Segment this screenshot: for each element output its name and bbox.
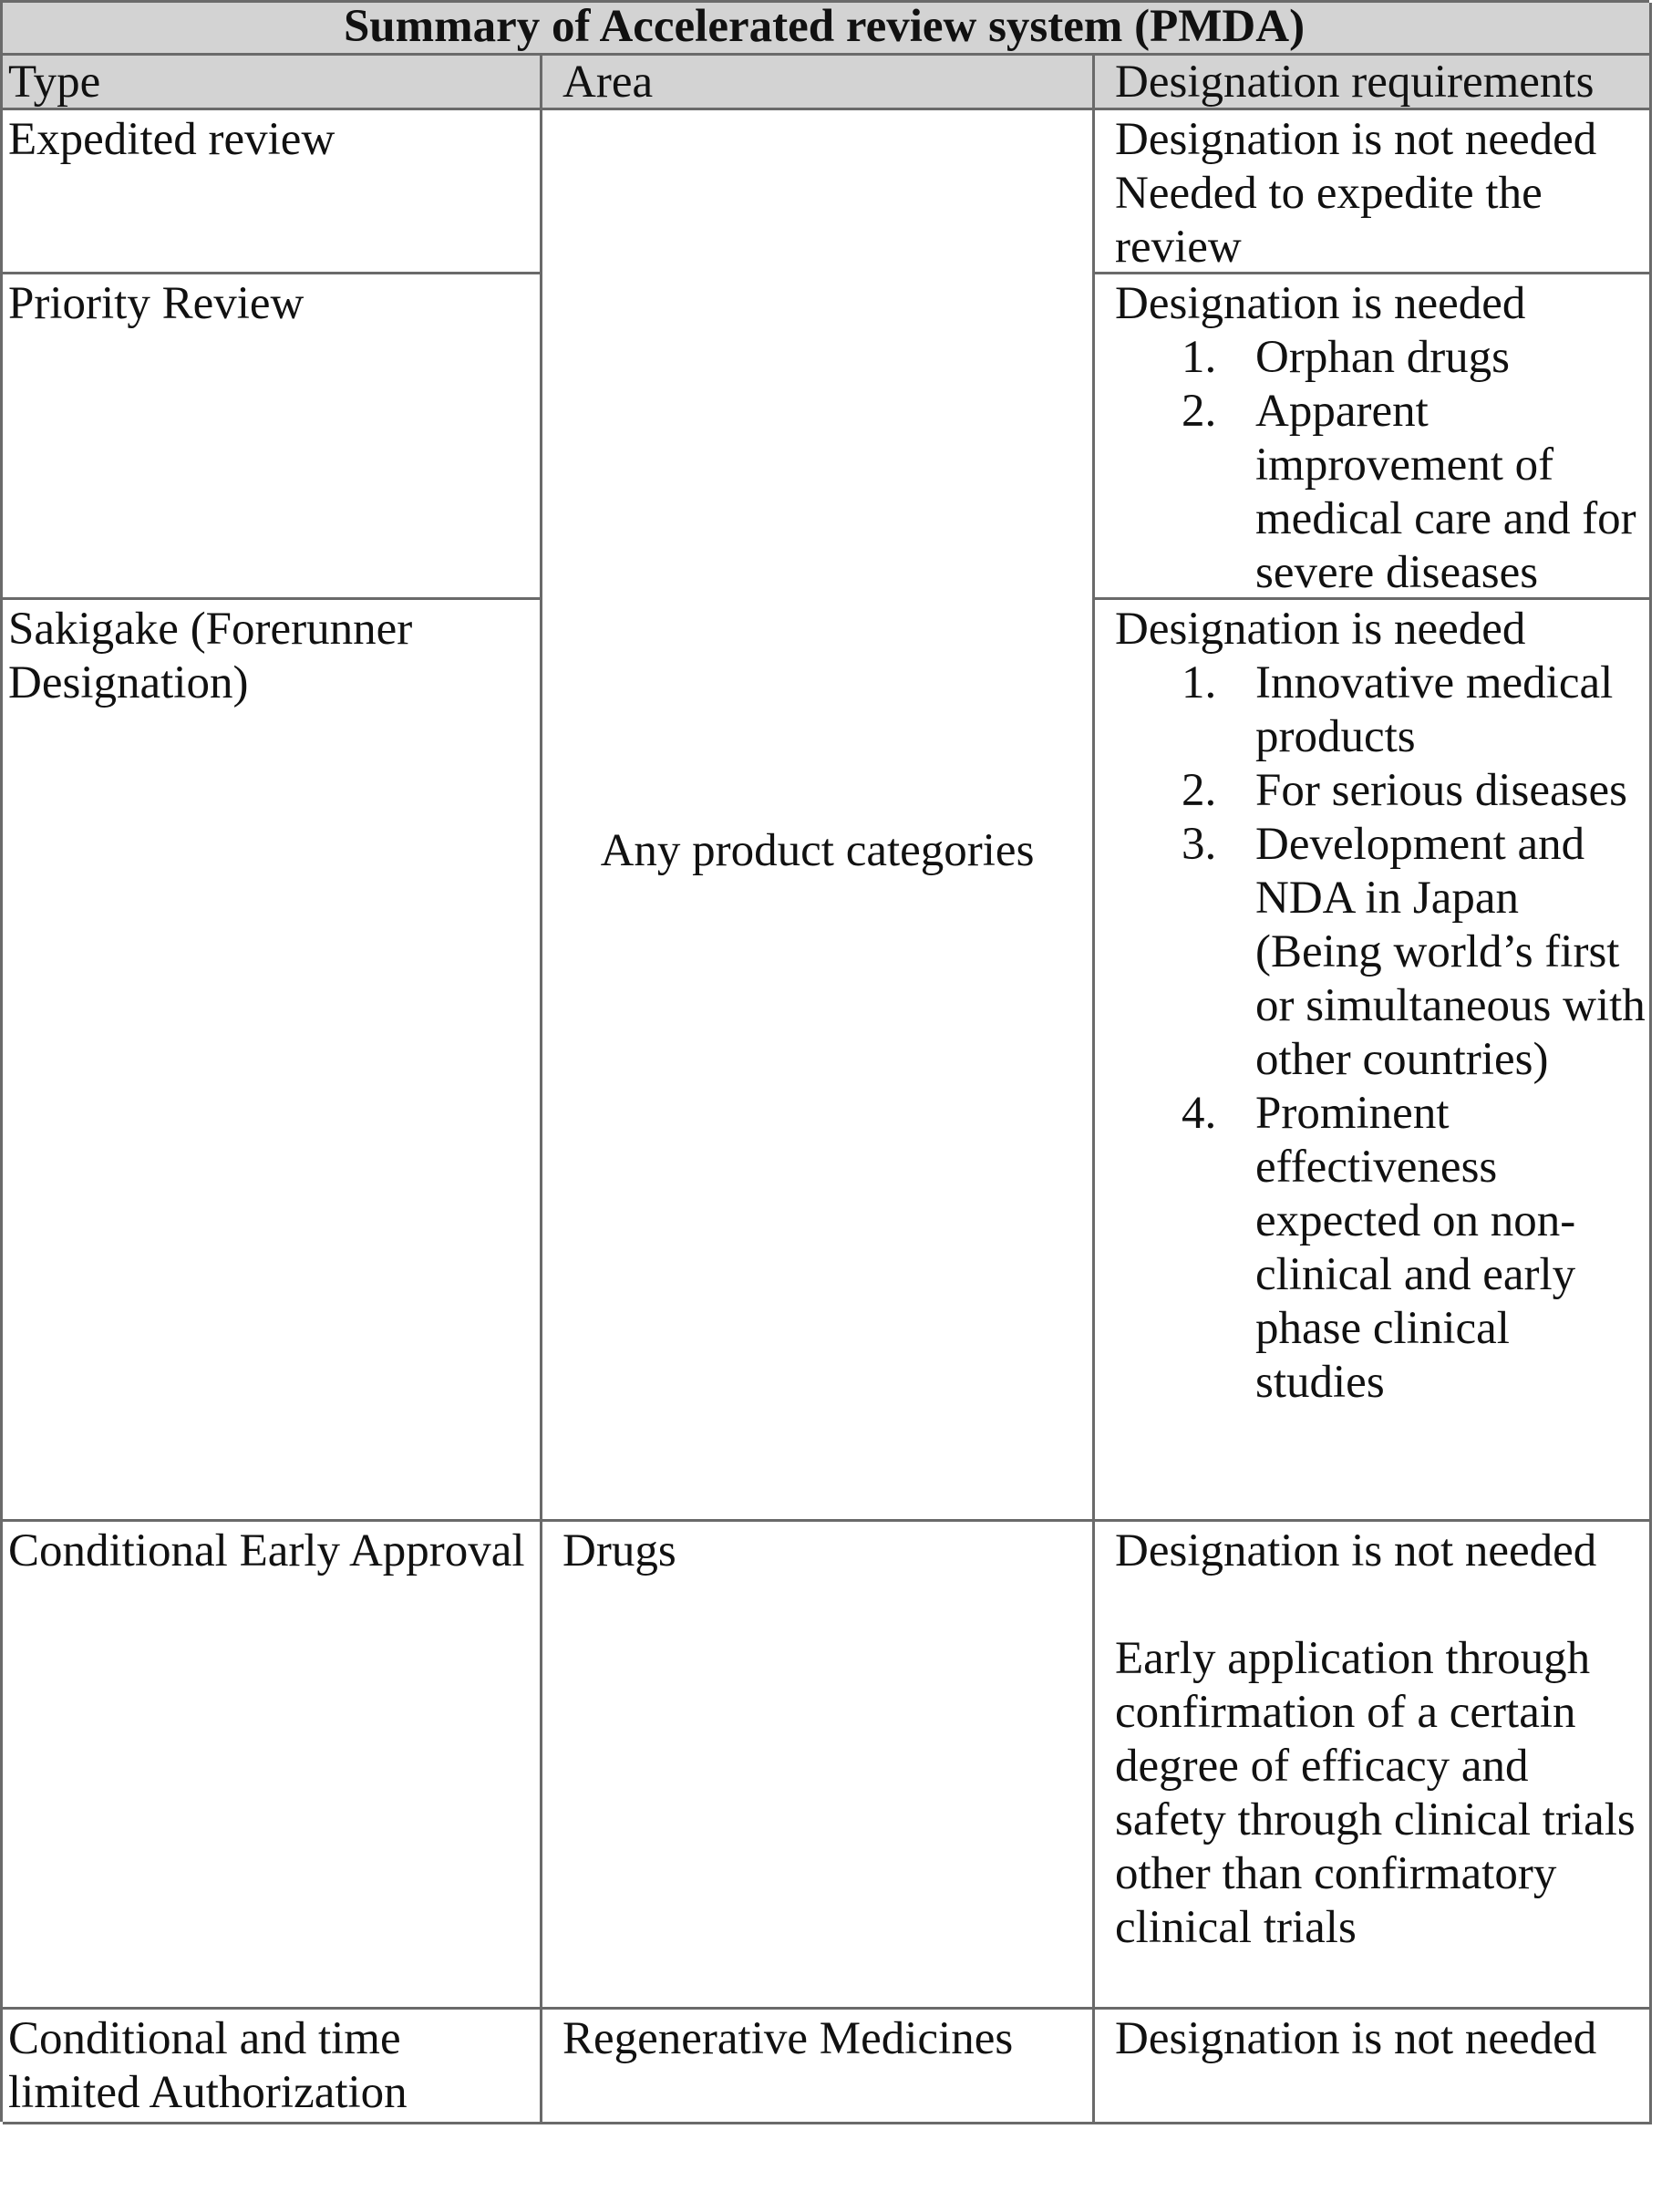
requirement-list — [1115, 656, 1646, 1410]
requirement-note: Early application through confirmation of a certain degree of efficacy and safety through clinical trials other than confirmatory clinical trials — [1115, 1633, 1636, 1953]
paragraph-spacer — [1115, 1578, 1646, 1632]
list-item-text: Development and NDA in Japan (Being world’s first or simultaneous with other countries) — [1255, 819, 1646, 1085]
type-cell-expedited-review: Expedited review — [3, 110, 542, 274]
list-item — [1115, 818, 1646, 1087]
column-header-type: Type — [3, 56, 542, 110]
list-item-number: 1. — [1182, 332, 1217, 383]
list-item-text: Apparent improvement of medical care and for severe diseases — [1255, 386, 1636, 598]
requirements-cell-conditional-early-approval — [1095, 1522, 1652, 2010]
requirements-cell-priority-review — [1095, 274, 1652, 600]
list-item — [1115, 385, 1646, 600]
list-item-text: For serious diseases — [1255, 765, 1627, 816]
list-item-number: 1. — [1182, 657, 1217, 708]
table-title: Summary of Accelerated review system (PMDA) — [3, 3, 1652, 56]
list-item-number: 4. — [1182, 1088, 1217, 1139]
list-item — [1115, 764, 1646, 818]
requirements-cell-sakigake — [1095, 600, 1652, 1522]
list-item-text: Prominent effectiveness expected on non-clinical and early phase clinical studies — [1255, 1088, 1576, 1408]
requirements-cell-expedited-review — [1095, 110, 1652, 274]
area-label-any-product-categories: Any product categories — [600, 825, 1035, 876]
requirement-lead: Designation is not needed — [1115, 114, 1597, 165]
requirement-note: Needed to expedite the review — [1115, 168, 1543, 273]
list-item-text: Orphan drugs — [1255, 332, 1511, 383]
list-item — [1115, 331, 1646, 385]
type-cell-priority-review: Priority Review — [3, 274, 542, 600]
area-cell-drugs: Drugs — [542, 1522, 1095, 2010]
list-item — [1115, 1087, 1646, 1410]
list-item-text: Innovative medical products — [1255, 657, 1614, 762]
requirement-lead: Designation is needed — [1115, 278, 1526, 329]
requirement-lead: Designation is not needed — [1115, 1525, 1597, 1576]
area-cell-regenerative-medicines: Regenerative Medicines — [542, 2010, 1095, 2124]
type-cell-conditional-early-approval: Conditional Early Approval — [3, 1522, 542, 2010]
column-header-requirements: Designation requirements — [1095, 56, 1652, 110]
column-header-area: Area — [542, 56, 1095, 110]
type-cell-conditional-time-limited-authorization: Conditional and time limited Authorization — [3, 2010, 542, 2124]
requirement-lead: Designation is not needed — [1115, 2013, 1597, 2064]
list-item — [1115, 656, 1646, 764]
type-cell-sakigake: Sakigake (Forerunner Designation) — [3, 600, 542, 1522]
requirements-cell-conditional-time-limited-authorization — [1095, 2010, 1652, 2124]
area-cell-any-product-categories — [542, 110, 1095, 1522]
requirement-list — [1115, 331, 1646, 600]
list-item-number: 2. — [1182, 765, 1217, 816]
list-item-number: 2. — [1182, 386, 1217, 437]
requirement-lead: Designation is needed — [1115, 604, 1526, 655]
list-item-number: 3. — [1182, 819, 1217, 870]
